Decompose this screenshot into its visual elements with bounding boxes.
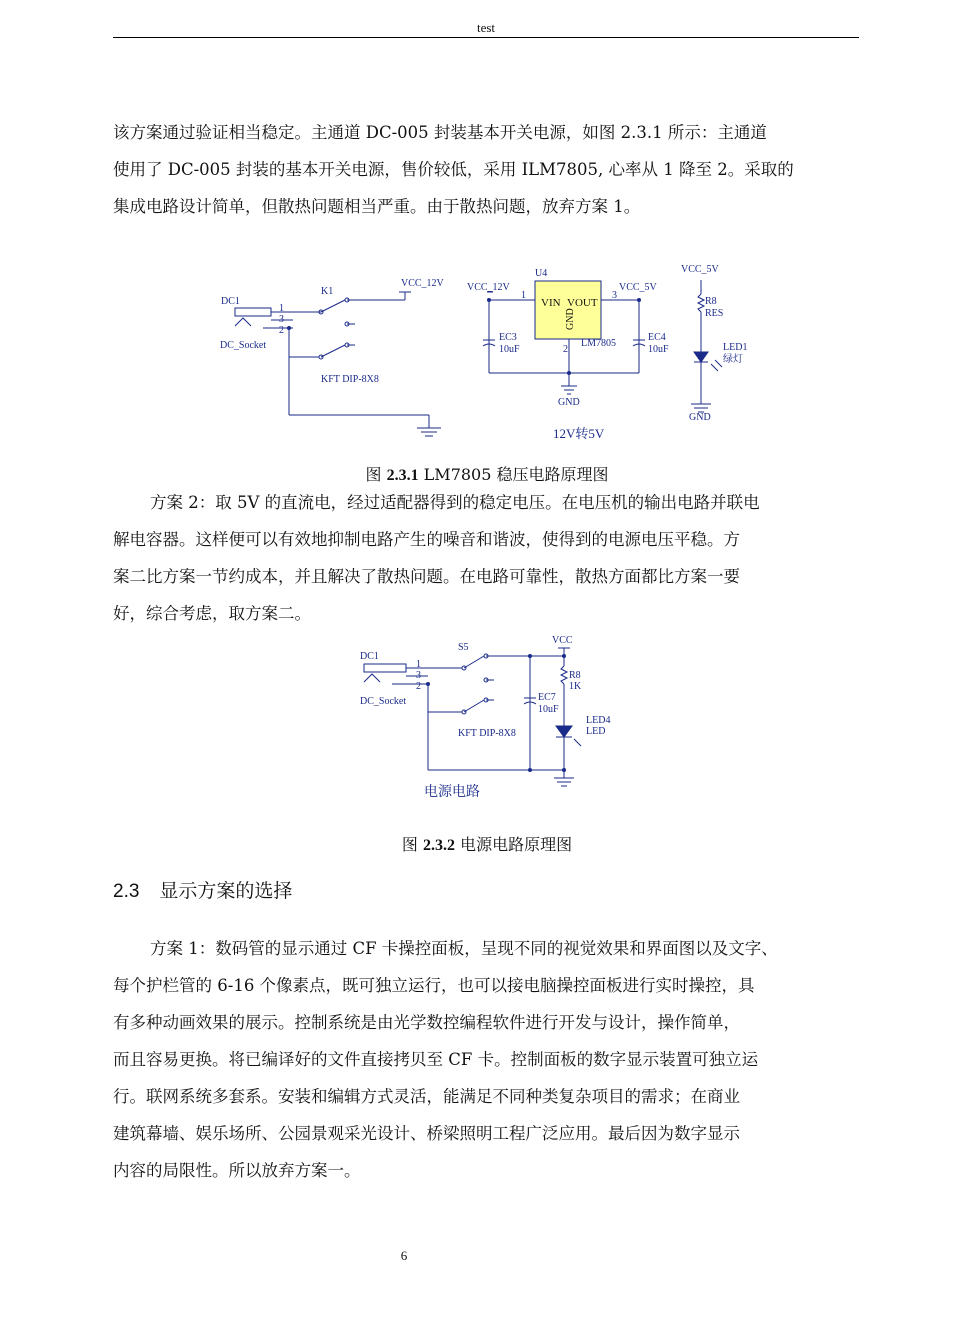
label-vcc12-b: VCC_12V bbox=[467, 282, 510, 293]
caption-text: 电源电路原理图 bbox=[455, 835, 573, 854]
caption-number: 2.3.1 bbox=[386, 467, 419, 484]
label-r8: R8 bbox=[569, 670, 581, 681]
label-dc1: DC1 bbox=[221, 296, 240, 307]
label-dc-socket: DC_Socket bbox=[220, 340, 267, 351]
paragraph-line: 该方案通过验证相当稳定。主通道 DC-005 封装基本开关电源，如图 2.3.1 所示：主通道 bbox=[113, 123, 767, 142]
paragraph-line: 方案 1：数码管的显示通过 CF 卡操控面板，呈现不同的视觉效果和界面图以及文字、 bbox=[150, 939, 778, 958]
section-number: 2.3 bbox=[113, 881, 140, 902]
label-pin3: 3 bbox=[416, 670, 421, 681]
label-gnd-pin: GND bbox=[565, 308, 576, 330]
label-kft: KFT DIP-8X8 bbox=[321, 374, 379, 385]
label-res: RES bbox=[705, 308, 724, 319]
label-u4-pin3: 3 bbox=[612, 290, 617, 301]
label-led4: LED4 bbox=[586, 715, 611, 726]
junction-dot bbox=[287, 326, 291, 330]
label-led: LED bbox=[586, 726, 606, 737]
label-vcc5-b: VCC_5V bbox=[681, 264, 719, 275]
page-header: test bbox=[476, 20, 496, 35]
caption-prefix: 图 bbox=[401, 835, 423, 854]
label-ec4: EC4 bbox=[648, 332, 666, 343]
label-pin1: 1 bbox=[279, 303, 284, 314]
paragraph-line: 每个护栏管的 6-16 个像素点，既可独立运行，也可以接电脑操控面板进行实时操控，具 bbox=[113, 976, 755, 995]
label-u4: U4 bbox=[535, 268, 548, 279]
paragraph-1 bbox=[113, 114, 861, 225]
label-pin1: 1 bbox=[416, 659, 421, 670]
label-r8: R8 bbox=[705, 296, 717, 307]
label-r8-val: 1K bbox=[569, 681, 582, 692]
label-ec3-val: 10uF bbox=[499, 344, 520, 355]
label-dc1: DC1 bbox=[360, 651, 379, 662]
paragraph-3 bbox=[113, 930, 861, 1189]
label-vout: VOUT bbox=[567, 297, 598, 309]
label-pin2: 2 bbox=[279, 325, 284, 336]
label-pin3: 3 bbox=[279, 314, 284, 325]
label-vcc: VCC bbox=[552, 635, 573, 646]
figure-1-schematic bbox=[215, 258, 775, 450]
label-ec7: EC7 bbox=[538, 692, 556, 703]
label-ec4-val: 10uF bbox=[648, 344, 669, 355]
label-ec7-val: 10uF bbox=[538, 704, 559, 715]
paragraph-line: 集成电路设计简单，但散热问题相当严重。由于散热问题，放弃方案 1。 bbox=[113, 197, 641, 216]
paragraph-line: 解电容器。这样便可以有效地抑制电路产生的噪音和谐波，使得到的电源电压平稳。方 bbox=[113, 530, 740, 549]
dc-socket-symbol bbox=[235, 318, 251, 326]
label-pin2: 2 bbox=[416, 681, 421, 692]
label-dc-socket: DC_Socket bbox=[360, 696, 407, 707]
caption-prefix: 图 bbox=[365, 465, 387, 484]
paragraph-line: 行。联网系统多套系。安装和编辑方式灵活，能满足不同种类复杂项目的需求；在商业 bbox=[113, 1087, 740, 1106]
label-k1: K1 bbox=[321, 286, 334, 297]
label-led1: LED1 bbox=[723, 342, 748, 353]
label-vin: VIN bbox=[541, 297, 561, 309]
page-number: 6 bbox=[400, 1248, 408, 1263]
caption-text: LM7805 稳压电路原理图 bbox=[418, 465, 609, 484]
paragraph-line: 有多种动画效果的展示。控制系统是由光学数控编程软件进行开发与设计，操作简单， bbox=[113, 1013, 740, 1032]
section-title: 显示方案的选择 bbox=[159, 880, 293, 902]
label-kft: KFT DIP-8X8 bbox=[458, 728, 516, 739]
paragraph-line: 好，综合考虑，取方案二。 bbox=[113, 604, 311, 623]
junction-dot bbox=[567, 371, 571, 375]
label-gnd-right: GND bbox=[689, 412, 711, 423]
label-u4-pin2: 2 bbox=[563, 344, 568, 355]
paragraph-line: 使用了 DC-005 封装的基本开关电源，售价较低，采用 ILM7805, 心率从 1 降至 2。采取的 bbox=[113, 160, 794, 179]
paragraph-line: 而且容易更换。将已编译好的文件直接拷贝至 CF 卡。控制面板的数字显示装置可独立运 bbox=[113, 1050, 759, 1069]
paragraph-line: 方案 2：取 5V 的直流电，经过适配器得到的稳定电压。在电压机的输出电路并联电 bbox=[150, 493, 760, 512]
paragraph-2 bbox=[113, 484, 861, 632]
label-u4-pin1: 1 bbox=[521, 290, 526, 301]
section-heading bbox=[113, 876, 292, 903]
label-led1-cn: 绿灯 bbox=[723, 354, 743, 365]
caption-number: 2.3.2 bbox=[423, 837, 455, 854]
figure-2-caption bbox=[0, 832, 974, 855]
label-ec3: EC3 bbox=[499, 332, 517, 343]
paragraph-line: 建筑幕墙、娱乐场所、公园景观采光设计、桥梁照明工程广泛应用。最后因为数字显示 bbox=[113, 1124, 740, 1143]
paragraph-line: 案二比方案一节约成本，并且解决了散热问题。在电路可靠性，散热方面都比方案一要 bbox=[113, 567, 740, 586]
header-rule bbox=[113, 37, 859, 38]
dc-socket-body bbox=[235, 308, 271, 316]
label-s5: S5 bbox=[458, 642, 469, 653]
label-vcc12-a: VCC_12V bbox=[401, 278, 444, 289]
dc-socket-body bbox=[364, 664, 406, 672]
label-lm7805: LM7805 bbox=[581, 338, 616, 349]
figure-2-title: 电源电路 bbox=[424, 785, 480, 800]
junction-dot bbox=[487, 298, 491, 302]
figure-1-caption bbox=[0, 462, 974, 485]
figure-2-schematic bbox=[350, 628, 611, 808]
paragraph-line: 内容的局限性。所以放弃方案一。 bbox=[113, 1161, 361, 1180]
label-vcc5-a: VCC_5V bbox=[619, 282, 657, 293]
label-gnd-mid: GND bbox=[558, 397, 580, 408]
junction-dot bbox=[637, 298, 641, 302]
figure-1-title: 12V转5V bbox=[553, 426, 605, 441]
